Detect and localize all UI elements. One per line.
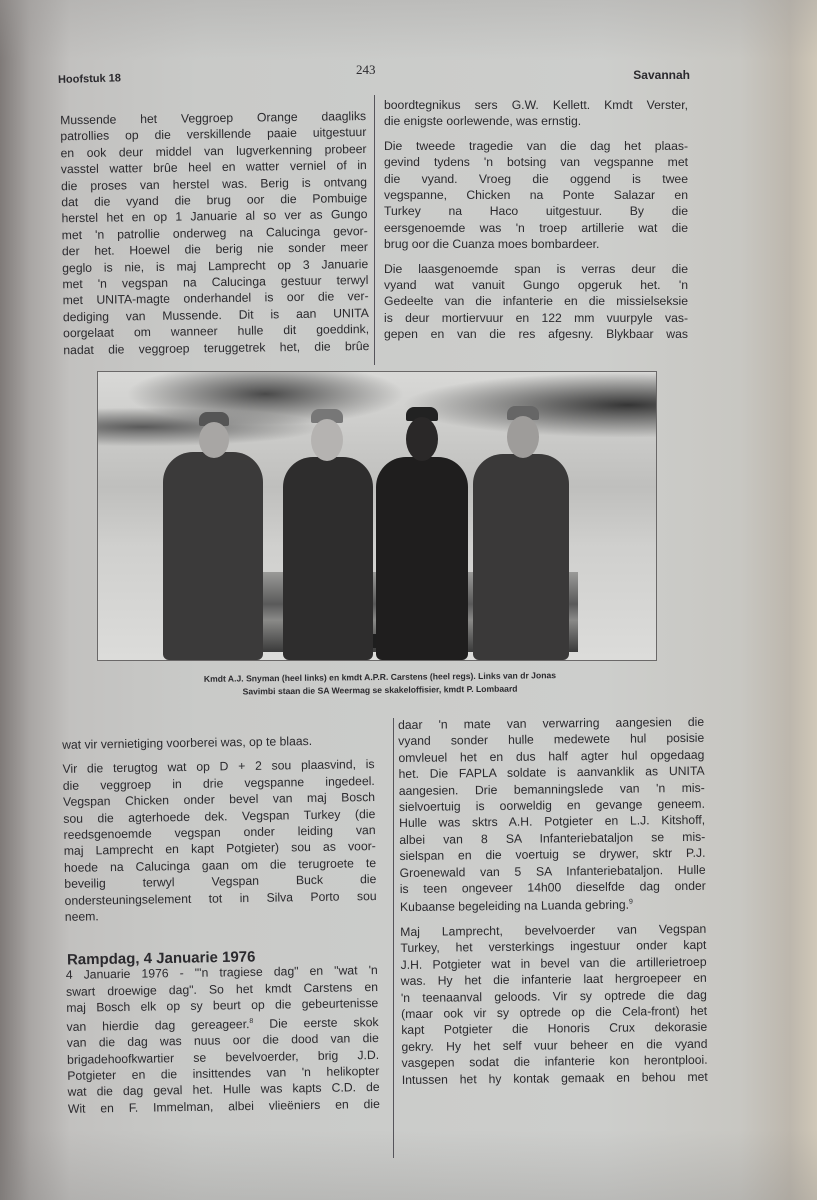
paragraph	[62, 732, 374, 753]
text-line: ondersteuningselement tot in Silva Porto sou	[64, 888, 377, 908]
photo-face	[406, 417, 438, 461]
text-line: en ook deur middel van lugverkenning probeer	[60, 141, 367, 161]
text-line: die veggroep in drie vegspanne ingedeel.	[62, 773, 375, 793]
text-line: vyand sonder hulle medewete hul posisie	[398, 731, 705, 749]
text-line: kapt Potgieter die Honoris Crux dekorasie	[401, 1020, 708, 1038]
text-line: die enigste oorlewende, was ernstig.	[384, 114, 582, 129]
paragraph	[384, 97, 688, 130]
text-fragment: van hierdie dag gereageer.	[66, 1016, 250, 1034]
paragraph	[60, 108, 369, 358]
photo-person-1	[163, 452, 263, 660]
text-line: (maar ook vir sy optrede op die Cela-front) het	[401, 1003, 708, 1021]
text-line: Mussende het Veggroep Orange daagliks	[60, 108, 367, 128]
text-line: is deur mortiervuur en 122 mm vuurpyle vas-	[384, 310, 688, 325]
page-number: 243	[356, 62, 376, 77]
text-line: die vyand. Vroeg die oggend is twee	[384, 171, 688, 186]
photo-person-3	[376, 457, 468, 660]
paragraph	[66, 962, 380, 1117]
text-line: maj Lamprecht en kapt Potgieter) sou as voor-	[63, 839, 376, 859]
bottom-right-column	[398, 714, 708, 1096]
footnote-ref: 9	[628, 899, 633, 907]
text-line: nadat die veggroep teruggetrek het, die brûe	[63, 338, 370, 357]
text-line: aangesien. Drie bemanningslede van 'n mis-	[398, 780, 705, 798]
text-line: sielspan en die voertuig se drywer, sktr P.J.	[399, 846, 706, 864]
text-line: Vir die terugtog wat op D + 2 sou plaasvind, is	[62, 757, 375, 777]
text-line: vasstel watter brûe heel en watter verniel of in	[60, 158, 367, 177]
text-line: Die laasgenoemde span is verras deur die	[384, 261, 688, 276]
photo-face	[311, 419, 343, 461]
text-line: patrollies op die verskillende paaie uitgestuur	[60, 125, 367, 144]
text-line: sielvoertuig is oorweldig en gevange geneem.	[398, 796, 705, 815]
bottom-left-column	[62, 732, 380, 1125]
text-line: Hulle was sktrs A.H. Potgieter en L.J. Kitshoff,	[399, 813, 706, 831]
text-line: dediging van Mussende. Dit is aan UNITA	[62, 305, 369, 325]
text-line: oorgelaat om wanneer hulle dit goeddink,	[63, 322, 370, 341]
text-line: eersgenoemde was 'n troep artillerie wat die	[384, 220, 688, 235]
photo-caption	[110, 668, 650, 700]
page-bottom-shadow	[0, 1130, 817, 1200]
text-line: gekry. Hy het self vuur beheer en die vyand	[401, 1036, 708, 1054]
paragraph	[400, 921, 708, 1088]
text-line: Intussen het hy kontak gemaak en behou met	[401, 1069, 708, 1087]
section-heading: Rampdag, 4 Januarie 1976	[66, 948, 256, 969]
text-line: boordtegnikus sers G.W. Kellett. Kmdt Verster,	[384, 98, 688, 112]
photo-face	[507, 416, 539, 458]
text-line: 'n teenaanval geloods. Vir sy optrede die dag	[400, 987, 707, 1005]
text-line: 4 Januarie 1976 - "'n tragiese dag" en "wat 'n	[65, 963, 378, 983]
text-line: albei van 8 SA Infanteriebataljon se mis-	[399, 829, 706, 847]
caption-line: Kmdt A.J. Snyman (heel links) en kmdt A.P.R. Carstens (heel regs). Links van dr Jonas	[203, 670, 557, 684]
section-title: Savannah	[633, 68, 690, 82]
text-line: vyand wat vanuit Gungo opgeruk het. 'n	[384, 278, 688, 293]
text-line: vasgepen sodat die infanterie kon herontplooi.	[401, 1052, 708, 1071]
column-divider-top	[374, 95, 375, 365]
text-line: Turkey, het versterkings ingestuur onder kapt	[400, 938, 707, 956]
text-line: Potgieter en die insittendes van 'n helikopter	[67, 1063, 380, 1083]
text-line: met UNITA-magte onderhandel is oor die ver-	[62, 289, 369, 308]
column-divider-bottom	[393, 718, 394, 1158]
text-line: der het. Hoewel die berig nie sonder meer	[61, 240, 369, 259]
text-line: Die tweede tragedie van die dag het plaas-	[384, 138, 688, 153]
text-line: met 'n patrollie onderweg na Calucinga gevor-	[61, 223, 368, 243]
text-line: Wit en F. Immelman, albei vlieëniers en die	[67, 1096, 380, 1116]
text-line: wat vir vernietiging voorberei was, op te blaas.	[62, 733, 313, 752]
text-line: Gedeelte van die infanterie en die missielseksie	[384, 294, 688, 309]
photo-person-2	[283, 457, 373, 660]
text-line: Groenewald van 5 SA Infanteriebataljon. Hulle	[399, 862, 706, 880]
text-line: wat die dag geval het. Hulle was kapts C.D. de	[67, 1080, 380, 1100]
paragraph	[384, 138, 688, 253]
photo-person-4	[473, 454, 569, 660]
text-line: dat die vyand die brug oor die Pombuige	[61, 191, 368, 210]
text-line: J.H. Potgieter wat in bevel van die artillerietroep	[400, 954, 707, 972]
chapter-label: Hoofstuk 18	[57, 72, 122, 86]
text-line: reedsgenoemde vegspan onder leiding van	[63, 823, 376, 842]
text-line: Turkey na Haco uitgestuur. By die	[384, 204, 688, 219]
text-fragment: Die eerste skok	[253, 1014, 379, 1031]
text-fragment: Kubaanse begeleiding na Luanda gebring.	[399, 898, 630, 915]
text-line: sou die agterhoede dek. Vegspan Turkey (die	[63, 806, 376, 826]
text-line: brigadehoofkwartier se bevelvoerder, brig J.D.	[66, 1047, 380, 1067]
text-line: die proses van herstel was. Berig is ontvang	[60, 174, 368, 193]
text-line: gepen en van die res afgesny. Blykbaar was	[384, 327, 688, 342]
text-line: geglo is nie, is maj Lamprecht op 3 Januarie	[62, 256, 369, 275]
text-line: Maj Lamprecht, bevelvoerder van Vegspan	[400, 921, 707, 939]
paragraph	[62, 756, 377, 925]
caption-line: Savimbi staan die SA Weermag se skakeloffisier, kmdt P. Lombaard	[242, 683, 518, 697]
text-line: hoede na Calucinga gaan om die terugroete te	[63, 855, 377, 875]
paragraph	[398, 714, 706, 916]
text-line: brug oor die Cuanza moes bombardeer.	[384, 237, 600, 252]
text-line: maj Bosch elk op sy beurt op die gebeurtenisse	[66, 996, 379, 1016]
photo-face	[199, 422, 229, 458]
text-line: swart droewige dag". So het kmdt Carstens en	[65, 979, 379, 999]
top-right-column	[384, 97, 688, 351]
text-line: omvleuel het en dus half agter hul opgedaag	[398, 747, 705, 765]
photograph	[97, 371, 657, 661]
text-line: daar 'n mate van verwarring aangesien die	[398, 714, 705, 732]
text-line: vegspanne, Chicken na Ponte Salazar en	[384, 188, 688, 203]
paragraph	[384, 261, 688, 343]
text-line: beveilig terwyl Vegspan Buck die	[64, 872, 377, 892]
running-header	[58, 62, 698, 84]
text-line: het. Die FAPLA soldate is aanvanklik as UNITA	[398, 764, 705, 782]
text-line: met 'n vegspan na Calucinga gestuur terwyl	[62, 273, 369, 292]
text-line: Vegspan Chicken onder bevel van maj Bosch	[62, 790, 376, 810]
footnote-ref: 8	[249, 1017, 254, 1025]
text-line: is teen ongeveer 14h00 dieselfde dag onder	[399, 878, 706, 897]
page-top-shadow	[0, 0, 817, 60]
text-line: neem.	[64, 909, 99, 924]
text-line: van die dag was nuus oor die dood van die	[66, 1031, 379, 1051]
text-line: gevind tydens 'n botsing van vegspanne met	[384, 155, 688, 170]
text-line: herstel het en op 1 Januarie al so ver as Gungo	[61, 207, 368, 226]
top-left-column	[60, 108, 370, 366]
text-line	[400, 894, 706, 916]
text-line: was. Hy het die infanterie laat hergroepeer en	[400, 970, 707, 989]
